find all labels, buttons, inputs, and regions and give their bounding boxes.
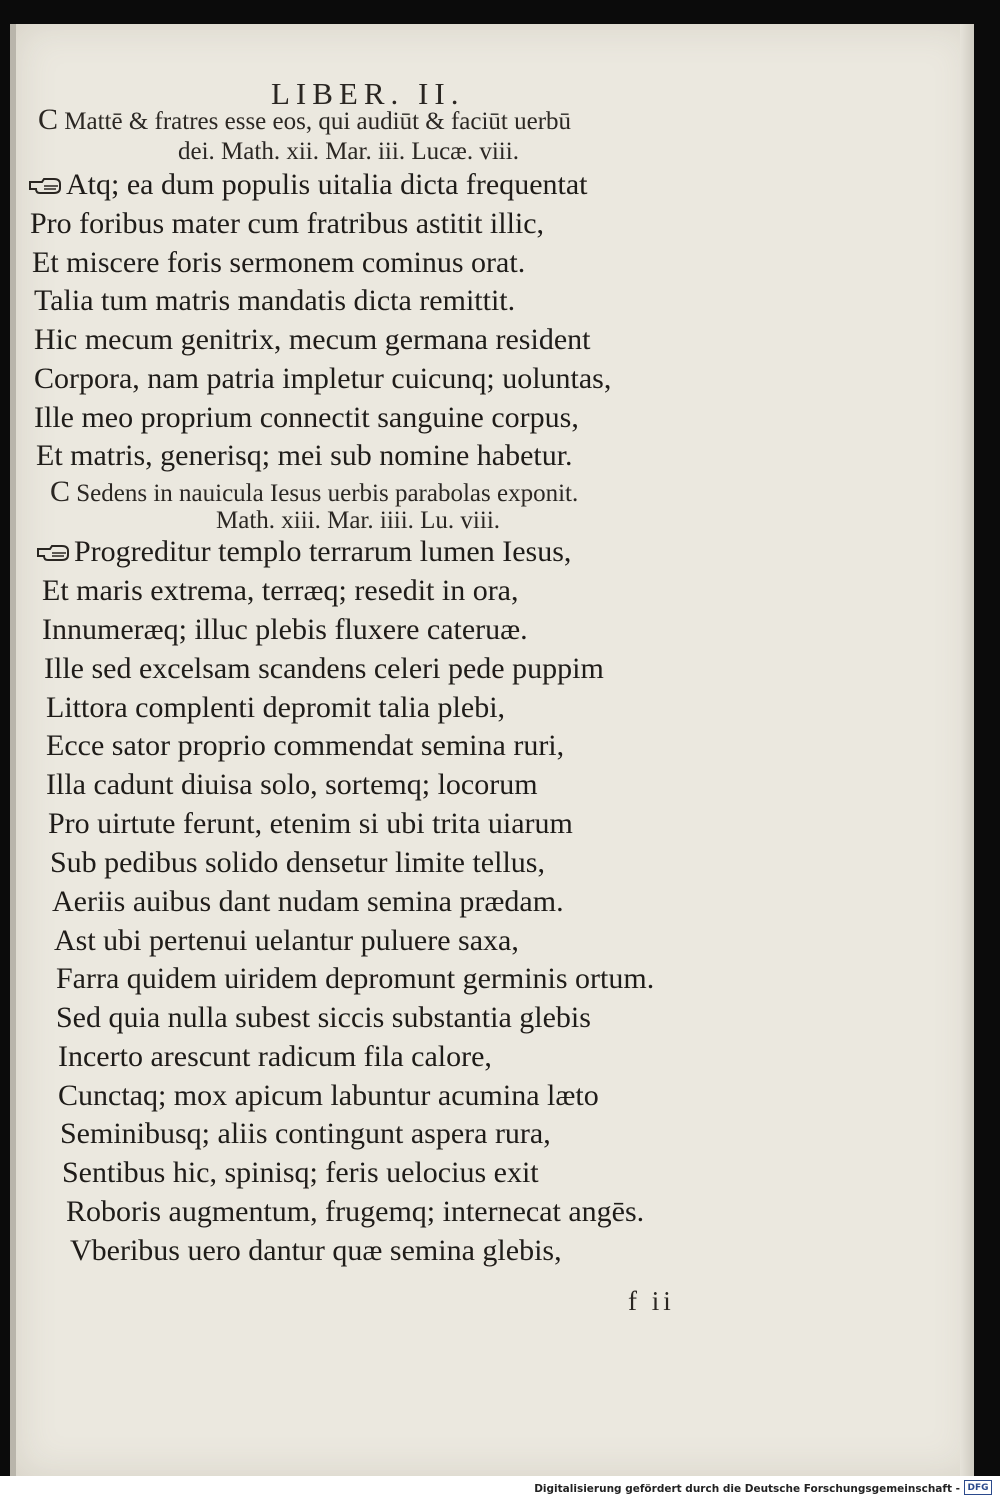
verse-line: Incerto arescunt radicum fila calore, bbox=[58, 1040, 492, 1073]
running-head: LIBER. II. bbox=[271, 76, 465, 111]
verse-line: Hic mecum genitrix, mecum germana resident bbox=[34, 323, 591, 356]
rubric-2-line-2: Math. xiii. Mar. iiii. Lu. viii. bbox=[216, 507, 501, 534]
footer-bar bbox=[0, 1476, 1000, 1499]
book-page bbox=[10, 24, 974, 1476]
signature-mark: f ii bbox=[628, 1286, 675, 1316]
pilcrow-mark: C bbox=[50, 475, 71, 508]
dfg-logo: DFG bbox=[964, 1480, 992, 1495]
verse-line: Cunctaq; mox apicum labuntur acumina læto bbox=[58, 1079, 599, 1112]
verse-line: Pro foribus mater cum fratribus astitit illic, bbox=[30, 207, 545, 240]
verse-line: Corpora, nam patria impletur cuicunq; uoluntas, bbox=[34, 362, 612, 395]
verse-line: Seminibusq; aliis contingunt aspera rura, bbox=[60, 1117, 551, 1150]
rubric-1-line-2: dei. Math. xii. Mar. iii. Lucæ. viii. bbox=[178, 138, 519, 165]
verse-line: Innumeræq; illuc plebis fluxere cateruæ. bbox=[42, 613, 528, 646]
verse-line: Atq; ea dum populis uitalia dicta frequentat bbox=[28, 166, 588, 205]
verse-line: Ast ubi pertenui uelantur puluere saxa, bbox=[54, 924, 519, 957]
rubric-text: Mattē & fratres esse eos, qui audiūt & faciūt uerbū bbox=[64, 108, 572, 135]
verse-line: Illa cadunt diuisa solo, sortemq; locorum bbox=[46, 768, 538, 801]
rubric-text: Sedens in nauicula Iesus uerbis parabolas exponit. bbox=[76, 480, 579, 507]
verse-line: Talia tum matris mandatis dicta remittit. bbox=[34, 284, 516, 317]
verse-line: Ecce sator proprio commendat semina ruri, bbox=[46, 729, 565, 762]
verse-line: Farra quidem uiridem depromunt germinis ortum. bbox=[56, 962, 655, 995]
rubric-1-line-1 bbox=[38, 104, 571, 137]
pointing-hand-icon bbox=[36, 543, 70, 563]
verse-line: Sub pedibus solido densetur limite tellus, bbox=[50, 846, 545, 879]
pilcrow-mark: C bbox=[38, 103, 59, 136]
verse-line: Ille sed excelsam scandens celeri pede puppim bbox=[44, 652, 604, 685]
page-edge bbox=[960, 24, 974, 1476]
digitization-credit: Digitalisierung gefördert durch die Deutsche Forschungsgemeinschaft - bbox=[534, 1483, 960, 1495]
verse-line: Sed quia nulla subest siccis substantia glebis bbox=[56, 1001, 591, 1034]
pointing-hand-icon bbox=[28, 176, 62, 196]
verse-line: Littora complenti depromit talia plebi, bbox=[46, 691, 506, 724]
verse-line: Progreditur templo terrarum lumen Iesus, bbox=[36, 533, 571, 572]
verse-line: Sentibus hic, spinisq; feris uelocius exit bbox=[62, 1156, 539, 1189]
verse-line: Et maris extrema, terræq; resedit in ora, bbox=[42, 574, 519, 607]
verse-line: Aeriis auibus dant nudam semina prædam. bbox=[52, 885, 564, 918]
verse-line: Roboris augmentum, frugemq; internecat angēs. bbox=[66, 1195, 645, 1228]
verse-line: Pro uirtute ferunt, etenim si ubi trita uiarum bbox=[48, 807, 573, 840]
verse-line: Ille meo proprium connectit sanguine corpus, bbox=[34, 401, 579, 434]
verse-line: Vberibus uero dantur quæ semina glebis, bbox=[70, 1234, 562, 1267]
verse-line: Et matris, generisq; mei sub nomine habetur. bbox=[36, 439, 573, 472]
verse-line: Et miscere foris sermonem cominus orat. bbox=[32, 246, 526, 279]
